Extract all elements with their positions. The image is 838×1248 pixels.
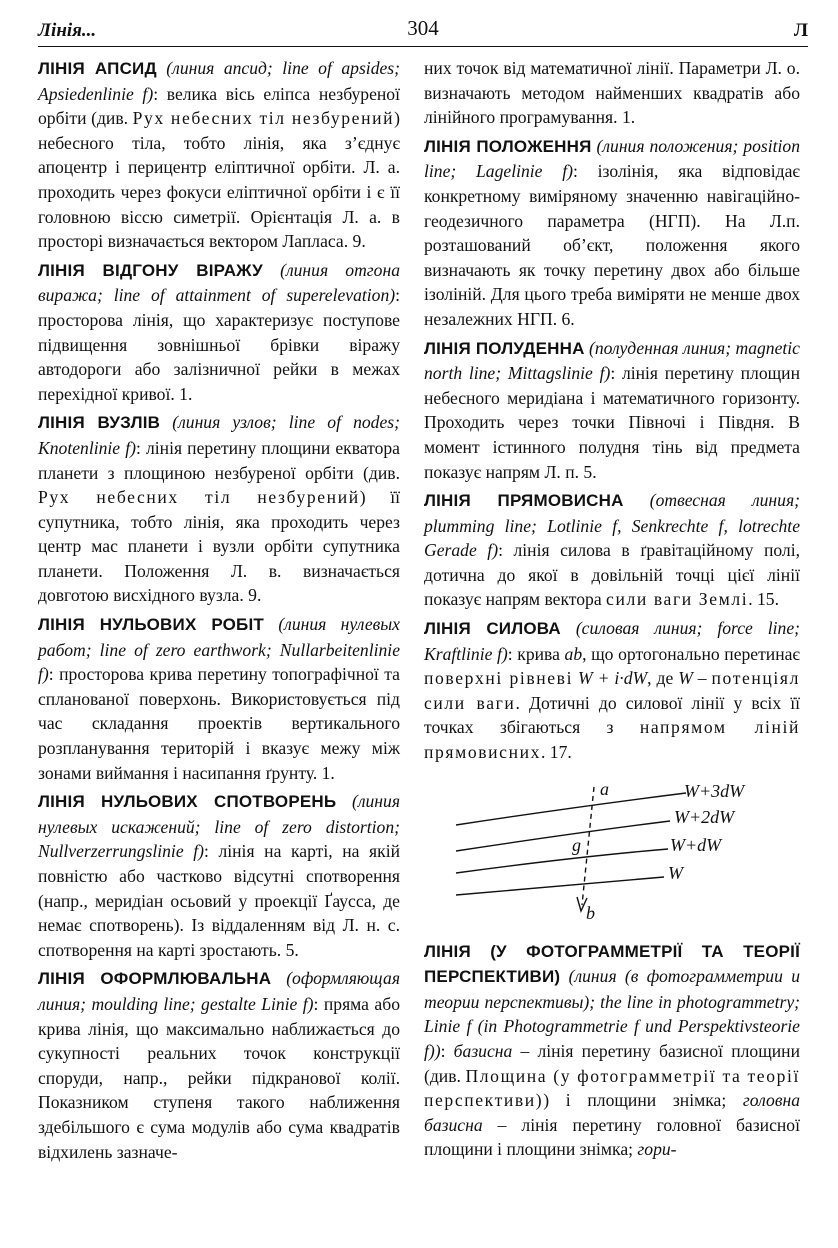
entry-text: : просторова лінія, що характеризує поступове підвищення зовнішньої брівки віражу автодороги або залізничної рейки в межах перехідної кривої. 1. [38, 285, 400, 404]
left-column [38, 56, 400, 1168]
entry-text: . Дотичні до силової лінії у всіх її точках збігаються з [424, 692, 801, 738]
entry-text: ) небесного тіла, тобто лінія, яка з’єднує апоцентр і перицентр еліптичної орбіти. Л. а. проходить через фокуси еліптичної орбіти і є її головною віссю симетрії. Орієнтація Л. а. в просторі визначається вектором Лапласа. 9. [38, 108, 400, 252]
entry-force-line [424, 616, 800, 765]
entry-translations: (силовая линия; force line; Kraftlinie f) [424, 618, 800, 664]
entry-headword: ЛІНІЯ (У ФОТОГРАММЕТРІЇ ТА ТЕОРІЇ ПЕРСПЕКТИВИ) [424, 941, 800, 987]
entry-text: : лінія перетину площини екватора планети з площиною незбуреної орбіти (див. [38, 437, 400, 483]
entry-headword: ЛІНІЯ ВУЗЛІВ [38, 413, 161, 433]
entry-headword: ЛІНІЯ НУЛЬОВИХ СПОТВОРЕНЬ [38, 792, 337, 812]
term: базисна [453, 1041, 513, 1061]
entry-text: : пряма або крива лінія, що максимально наближається до сукупності реальних точок конструкції споруди, напр., рейки підкранової колії. Показником ступеня такого наближення здебільшого є сума модулів або сума квадратів відхилень зазначе- [38, 993, 400, 1162]
label-w2dw: W+2dW [674, 806, 735, 827]
page-number: 304 [407, 16, 439, 40]
entry-zero-distortion-line [38, 789, 400, 962]
entry-text: : лінія силова в ґравітаційному полі, дотична до якої в довільній точці цієї лінії показує напрям вектора [424, 540, 800, 610]
entry-headword: ЛІНІЯ АПСИД [38, 59, 157, 78]
entry-headword: ЛІНІЯ ОФОРМЛЮВАЛЬНА [38, 969, 272, 989]
entry-translations: (линия (в фотограмметрии и теории перспективы); the line in photogrammetry; Linie f (in Photogrammetrie f und Perspektivsteorie f)) [424, 966, 800, 1061]
entry-translations: (линия узлов; line of nodes; Knotenlinie f) [38, 412, 400, 458]
entry-text: : велика вісь еліпса незбуреної орбіти (див. [38, 83, 400, 129]
cross-reference: Площина (у фотограмметрії та теорії перспективи) [424, 1065, 800, 1111]
section-letter: Л [793, 20, 808, 41]
entry-text: – лінія перетину головної базисної площини і площини знімка; [424, 1114, 800, 1160]
entry-line-of-nodes [38, 410, 400, 608]
entry-text: : лінія на карті, на якій повністю або частково відсутні спотворення (напр., меридіан осьовий у проекції Ґаусса, де немає спотворень). Із віддаленням від Л. н. с. спотворення на карті зростають. 5. [38, 841, 400, 960]
entry-headword: ЛІНІЯ ВІДГОНУ ВІРАЖУ [38, 260, 263, 280]
label-a: a [600, 778, 609, 799]
label-b: b [586, 902, 595, 923]
entry-headword: ЛІНІЯ СИЛОВА [424, 619, 561, 639]
formula: W + i·dW [578, 668, 648, 689]
level-curve-2dW [456, 821, 670, 851]
entry-text: : просторова крива перетину топографічної та спланованої поверхонь. Використовується під час складання проектів вертикального розпланування територій і вказує межу між зонами виймання і насипання ґрунту. 1. [38, 664, 400, 783]
entry-continuation: них точок від математичної лінії. Параметри Л. о. визначають методом найменших квадратів або лінійного програмування. 1. [424, 58, 800, 128]
label-wdw: W+dW [670, 834, 722, 855]
entry-apsid-line [38, 56, 400, 254]
formula-ab: ab [564, 643, 583, 664]
cross-reference: напрямом ліній прямовисних [424, 717, 800, 763]
entry-translations: (отвесная линия; plumming line; Lotlinie f, Senkrechte f, lotrechte Gerade f) [424, 490, 800, 561]
entry-text: : [440, 1041, 454, 1061]
entry-meridian-line [424, 336, 800, 485]
entry-headword: ЛІНІЯ ПОЛУДЕННА [424, 338, 585, 358]
entry-text: – лінія перетину базисної площини (див. [424, 1041, 800, 1086]
entry-superelevation-line [38, 258, 400, 407]
entry-translations: (полуденная линия; magnetic north line; Mittagslinie f) [424, 337, 800, 384]
entry-headword: ЛІНІЯ НУЛЬОВИХ РОБІТ [38, 615, 264, 635]
formula: W [678, 668, 693, 689]
entry-translations: (оформляющая линия; moulding line; gestalte Linie f) [38, 968, 400, 1014]
label-g: g [572, 834, 581, 855]
entry-translations: (линия нулевых искажений; line of zero distortion; Nullverzerrungslinie f) [38, 791, 400, 862]
cross-reference: Рух небесних тіл незбурений [132, 108, 395, 129]
right-column [424, 56, 800, 1166]
entry-translations: (линия апсид; line of apsides; Apsiedenlinie f) [38, 58, 401, 104]
entry-translations: (линия отгона виража; line of attainment of superelevation) [38, 259, 400, 306]
term: гори- [637, 1139, 677, 1160]
level-curve-W [456, 877, 664, 895]
page-header [38, 14, 808, 44]
entry-photogrammetry-line [424, 939, 800, 1162]
entry-zero-earthwork-line [38, 612, 400, 785]
entry-text: : ізолінія, яка відповідає конкретному виміряному значенню навігаційно-геодезичного параметра (НГП). На Л.п. розташований об’єкт, положення якого визначають як точку перетину двох або більше ізоліній. Для цього треба виміряти не менше двох незалежних НГП. 6. [424, 161, 800, 329]
entry-text: . 15. [748, 589, 779, 610]
entry-text: . 17. [541, 742, 572, 763]
level-curve-dW [456, 849, 668, 873]
entry-headword: ЛІНІЯ ПРЯМОВИСНА [424, 491, 624, 511]
entry-text: – [692, 668, 712, 689]
entry-translations: (линия нулевых работ; line of zero earthwork; Nullarbeitenlinie f) [38, 614, 400, 685]
label-w: W [668, 862, 683, 883]
entry-text: : лінія перетину площин небесного меридіана і математичного горизонту. Проходить через точки Півночі і Півдня. В момент істинного полудня тінь від предмета показує напрям Л. п. 5. [424, 363, 800, 482]
label-w3dw: W+3dW [684, 780, 745, 801]
entry-text: , що ортогонально перетинає [582, 643, 800, 664]
entry-text: ) її супутника, тобто лінія, яка проходить через центр мас планети і вузли орбіти супутника планети. Положення Л. в. визначається довготою висхідного вузла. 9. [38, 487, 400, 606]
entry-plumb-line [424, 488, 800, 612]
cross-reference: потенціял сили ваги [424, 668, 800, 713]
entry-text: ) і площини знімка; [543, 1090, 743, 1111]
entry-text: : крива [507, 643, 565, 664]
cross-reference: поверхні рівневі [424, 668, 574, 689]
force-line-diagram [424, 779, 800, 929]
cross-reference: сили ваги Землі [606, 589, 749, 610]
entry-position-line [424, 134, 800, 332]
term: головна базисна [424, 1090, 800, 1135]
header-rule [38, 46, 808, 47]
entry-headword: ЛІНІЯ ПОЛОЖЕННЯ [424, 136, 592, 156]
entry-text: , де [647, 668, 679, 689]
running-head: Лінія... [38, 20, 97, 41]
level-curve-3dW [456, 793, 686, 825]
cross-reference: Рух небесних тіл незбурений [38, 487, 360, 508]
entry-moulding-line [38, 966, 400, 1164]
entry-translations: (линия положения; position line; Lagelinie f) [424, 135, 801, 182]
